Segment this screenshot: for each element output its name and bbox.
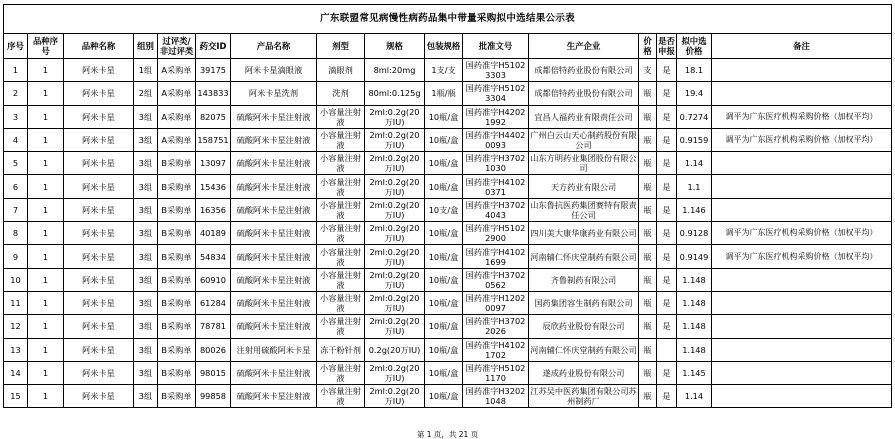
table-cell: 1.14 [677, 385, 712, 408]
table-cell: 硫酸阿米卡星注射液 [231, 268, 317, 291]
table-cell: 阿米卡星 [64, 338, 134, 361]
table-cell: 1 [28, 315, 64, 338]
table-cell: B采购单 [158, 152, 196, 175]
table-cell: 1瓶/瓶 [425, 82, 463, 105]
table-cell: 硫酸阿米卡星注射液 [231, 175, 317, 198]
table-cell: 国药准字H37024043 [463, 198, 529, 221]
table-cell: 瓶 [639, 222, 657, 245]
table-cell: A采购单 [158, 82, 196, 105]
table-cell: 7 [4, 198, 28, 221]
table-cell: 阿米卡星 [64, 152, 134, 175]
table-cell: 3组 [134, 222, 158, 245]
table-cell: 瓶 [639, 175, 657, 198]
table-cell: 0.9128 [677, 222, 712, 245]
table-row [4, 59, 892, 82]
results-table [3, 4, 892, 408]
table-cell: 0.2g(20万IU) [365, 338, 425, 361]
table-cell: 39175 [196, 59, 231, 82]
table-cell: 10瓶/盒 [425, 315, 463, 338]
table-cell: 82075 [196, 105, 231, 128]
table-cell: 小容量注射液 [317, 222, 365, 245]
table-row [4, 385, 892, 408]
table-cell: 硫酸阿米卡星注射液 [231, 315, 317, 338]
table-cell: 广州白云山天心制药股份有限公司 [530, 130, 637, 151]
table-cell: 国药准字H51022900 [463, 222, 529, 245]
header-cell: 药交ID [196, 34, 231, 59]
table-cell: 瓶 [639, 385, 657, 408]
table-cell: 注射用硫酸阿米卡星 [231, 338, 317, 361]
table-cell: 天方药业有限公司 [529, 175, 639, 198]
table-cell: 2ml:0.2g(20万IU) [365, 152, 425, 175]
table-cell: 硫酸阿米卡星注射液 [231, 291, 317, 314]
table-cell: 是 [657, 82, 677, 105]
table-cell: 3组 [134, 152, 158, 175]
page-footer: 第 1 页，共 21 页 [416, 430, 479, 439]
header-cell: 品种序号 [28, 34, 64, 59]
table-cell: 瓶 [639, 338, 657, 361]
table-row [4, 268, 892, 291]
table-cell: 阿米卡星 [64, 222, 134, 245]
table-cell: 是 [657, 175, 677, 198]
table-row [4, 105, 892, 128]
table-cell: 国药准字H37022026 [463, 315, 529, 338]
table-cell: 阿米卡星 [64, 105, 134, 128]
table-cell: 小容量注射液 [317, 385, 365, 408]
table-cell: 5 [4, 152, 28, 175]
table-cell: 80026 [196, 338, 231, 361]
table-row [4, 361, 892, 384]
table-cell [712, 59, 892, 82]
table-cell: 40189 [196, 222, 231, 245]
table-cell [712, 361, 892, 384]
table-cell: B采购单 [158, 245, 196, 268]
table-cell: 3组 [134, 198, 158, 221]
table-cell: 四川美大康华康药业有限公司 [529, 222, 639, 245]
table-cell [712, 152, 892, 175]
table-cell [712, 385, 892, 408]
table-cell: 2ml:0.2g(20万IU) [365, 291, 425, 314]
table-cell: 16356 [196, 198, 231, 221]
table-cell: 13 [4, 338, 28, 361]
table-cell: 12 [4, 315, 28, 338]
table-cell: 1 [28, 245, 64, 268]
table-cell: 阿米卡星 [64, 361, 134, 384]
table-row [4, 222, 892, 245]
table-cell: 3组 [134, 315, 158, 338]
table-cell: 国药准字H41021699 [463, 245, 529, 268]
table-cell: 是 [657, 315, 677, 338]
table-row [4, 175, 892, 198]
table-cell: 国药准字H51023304 [463, 82, 529, 105]
table-cell: 瓶 [639, 152, 657, 175]
table-cell: 13097 [196, 152, 231, 175]
table-cell: 60910 [196, 268, 231, 291]
table-cell: 10瓶/盒 [425, 338, 463, 361]
table-cell: 小容量注射液 [317, 291, 365, 314]
table-cell: 10瓶/盒 [425, 268, 463, 291]
table-cell: 3组 [134, 268, 158, 291]
table-cell: 10瓶/盒 [425, 245, 463, 268]
table-cell: 小容量注射液 [317, 105, 365, 128]
table-cell: 1.14 [677, 152, 712, 175]
table-cell: 调平为广东医疗机构采购价格（加权平均） [712, 222, 892, 245]
table-cell: 小容量注射液 [317, 315, 365, 338]
table-cell: 61284 [196, 291, 231, 314]
table-cell: 0.9149 [677, 245, 712, 268]
table-cell: 遂成药业股份有限公司 [529, 361, 639, 384]
header-cell: 拟中选价格 [677, 34, 712, 59]
table-cell: 10瓶/盒 [425, 128, 463, 151]
table-cell: 3组 [134, 361, 158, 384]
table-cell: 78781 [196, 315, 231, 338]
table-cell: 1 [28, 222, 64, 245]
header-cell: 组别 [134, 34, 158, 59]
table-cell: 宜昌人福药业有限责任公司 [529, 105, 639, 128]
table-cell: 10瓶/盒 [425, 175, 463, 198]
table-row [4, 291, 892, 314]
table-cell: 15436 [196, 175, 231, 198]
table-cell: 调平为广东医疗机构采购价格（加权平均） [712, 105, 892, 128]
table-cell: 143833 [196, 82, 231, 105]
table-cell: 国药准字H32021048 [463, 385, 529, 408]
table-cell: 2ml:0.2g(20万IU) [365, 128, 425, 151]
table-cell: 10瓶/盒 [425, 361, 463, 384]
table-cell: 3组 [134, 338, 158, 361]
table-cell [712, 315, 892, 338]
table-cell: 小容量注射液 [317, 268, 365, 291]
table-cell: 8ml:20mg [365, 59, 425, 82]
table-cell: 1 [28, 361, 64, 384]
table-cell: 硫酸阿米卡星注射液 [231, 105, 317, 128]
table-cell: 1 [28, 152, 64, 175]
table-cell: 0.9159 [677, 128, 712, 151]
table-cell: 1 [28, 291, 64, 314]
table-cell: B采购单 [158, 385, 196, 408]
table-cell: 6 [4, 175, 28, 198]
table-cell: 11 [4, 291, 28, 314]
table-cell: 阿米卡星 [64, 291, 134, 314]
table-cell: 1.148 [677, 315, 712, 338]
table-cell: 10瓶/盒 [425, 385, 463, 408]
table-cell: 10瓶/盒 [425, 105, 463, 128]
table-cell: 硫酸阿米卡星注射液 [231, 245, 317, 268]
table-cell [712, 175, 892, 198]
header-cell: 生产企业 [529, 34, 639, 59]
table-cell: 19.4 [677, 82, 712, 105]
table-cell: 9 [4, 245, 28, 268]
table-cell: 国药准字H51021170 [463, 361, 529, 384]
table-cell: 1.148 [677, 338, 712, 361]
table-cell: 1.1 [677, 175, 712, 198]
table-cell: 2ml:0.2g(20万IU) [365, 385, 425, 408]
table-cell: 国药准字H41020371 [463, 175, 529, 198]
table-cell: 阿米卡星滴眼液 [231, 59, 317, 82]
table-cell: 10瓶/盒 [425, 222, 463, 245]
table-cell: 硫酸阿米卡星注射液 [231, 152, 317, 175]
table-cell: 阿米卡星 [64, 59, 134, 82]
table-cell: 瓶 [639, 361, 657, 384]
table-cell: 3组 [134, 128, 158, 151]
table-cell: 阿米卡星洗剂 [231, 82, 317, 105]
table-cell: 2组 [134, 82, 158, 105]
table-cell: 江苏吴中医药集团有限公司苏州制药厂 [530, 386, 637, 407]
table-cell: 1 [28, 175, 64, 198]
header-row [4, 34, 892, 59]
table-cell: 阿米卡星 [64, 175, 134, 198]
table-cell: B采购单 [158, 315, 196, 338]
table-cell: 是 [657, 128, 677, 151]
table-cell: 是 [657, 59, 677, 82]
table-cell: 是 [657, 105, 677, 128]
table-cell: 4 [4, 128, 28, 151]
table-cell: B采购单 [158, 222, 196, 245]
table-cell: 瓶 [639, 245, 657, 268]
table-row [4, 338, 892, 361]
table-cell: 14 [4, 361, 28, 384]
table-cell: 1 [4, 59, 28, 82]
table-cell: 山东方明药业集团股份有限公司 [530, 153, 637, 174]
table-cell: 1.148 [677, 268, 712, 291]
table-cell: B采购单 [158, 291, 196, 314]
table-cell: 1 [28, 268, 64, 291]
table-row [4, 152, 892, 175]
table-cell: 小容量注射液 [317, 198, 365, 221]
table-cell: 滴眼剂 [317, 59, 365, 82]
table-cell: 54834 [196, 245, 231, 268]
table-cell: 10瓶/盒 [425, 152, 463, 175]
header-cell: 剂型 [317, 34, 365, 59]
table-cell: 山东鲁抗医药集团赛特有限责任公司 [530, 199, 637, 220]
table-cell: B采购单 [158, 338, 196, 361]
header-cell: 是否申报 [657, 34, 677, 59]
table-cell: 98015 [196, 361, 231, 384]
table-cell: B采购单 [158, 175, 196, 198]
header-cell: 价格 [639, 34, 657, 59]
header-cell: 品种名称 [64, 34, 134, 59]
table-cell: 是 [657, 245, 677, 268]
table-cell: 国药准字H42021992 [463, 105, 529, 128]
table-cell: 阿米卡星 [64, 128, 134, 151]
header-cell: 产品名称 [231, 34, 317, 59]
table-cell: 国药准字H44020093 [463, 128, 529, 151]
table-cell: 国药准字H12020097 [463, 291, 529, 314]
table-cell: B采购单 [158, 361, 196, 384]
table-cell: 是 [657, 291, 677, 314]
table-cell: 是 [657, 222, 677, 245]
table-cell: 3组 [134, 175, 158, 198]
table-cell: 10瓶/盒 [425, 291, 463, 314]
table-cell: 辰欣药业股份有限公司 [529, 315, 639, 338]
table-cell: 10 [4, 268, 28, 291]
table-cell: 2ml:0.2g(20万IU) [365, 315, 425, 338]
table-cell: 2ml:0.2g(20万IU) [365, 105, 425, 128]
table-cell: 1.146 [677, 198, 712, 221]
table-cell: 冻干粉针剂 [317, 338, 365, 361]
table-cell: 国药准字H41021702 [463, 338, 529, 361]
table-cell: 瓶 [639, 291, 657, 314]
table-cell: 3组 [134, 291, 158, 314]
table-cell [712, 82, 892, 105]
table-row [4, 128, 892, 151]
table-cell [712, 291, 892, 314]
table-row [4, 82, 892, 105]
table-cell: 15 [4, 385, 28, 408]
table-cell: 158751 [196, 128, 231, 151]
table-cell: 硫酸阿米卡星注射液 [231, 198, 317, 221]
table-cell: 1 [28, 198, 64, 221]
table-cell: 硫酸阿米卡星注射液 [231, 361, 317, 384]
table-cell: 瓶 [639, 198, 657, 221]
table-cell: 瓶 [639, 315, 657, 338]
table-cell: 8 [4, 222, 28, 245]
table-cell: 1 [28, 128, 64, 151]
table-cell: 1 [28, 82, 64, 105]
table-cell: 调平为广东医疗机构采购价格（加权平均） [712, 245, 892, 268]
table-cell: 3 [4, 105, 28, 128]
table-cell: 硫酸阿米卡星注射液 [231, 385, 317, 408]
table-cell: 1 [28, 338, 64, 361]
table-cell: A采购单 [158, 105, 196, 128]
table-cell: 18.1 [677, 59, 712, 82]
table-cell: 河南辅仁怀庆堂制药有限公司 [529, 245, 639, 268]
table-cell: 3组 [134, 385, 158, 408]
table-cell: 10支/盒 [425, 198, 463, 221]
document-sheet [3, 4, 891, 408]
table-cell: 小容量注射液 [317, 245, 365, 268]
table-cell: 1支/支 [425, 59, 463, 82]
table-cell [712, 338, 892, 361]
header-cell: 过评类/非过评类 [158, 34, 196, 59]
table-cell: 国药准字H51023303 [463, 59, 529, 82]
table-cell: 阿米卡星 [64, 82, 134, 105]
table-cell: 小容量注射液 [317, 152, 365, 175]
table-cell: 是 [657, 385, 677, 408]
table-cell: 成都倍特药业股份有限公司 [529, 59, 639, 82]
header-cell: 包装规格 [425, 34, 463, 59]
table-cell [657, 338, 677, 361]
header-cell: 序号 [4, 34, 28, 59]
table-cell: 80ml:0.125g [365, 82, 425, 105]
table-cell: 阿米卡星 [64, 198, 134, 221]
table-cell: 小容量注射液 [317, 128, 365, 151]
table-cell: 瓶 [639, 128, 657, 151]
header-cell: 规格 [365, 34, 425, 59]
table-cell: 3组 [134, 245, 158, 268]
header-cell: 批准文号 [463, 34, 529, 59]
table-cell: 洗剂 [317, 82, 365, 105]
table-cell: 阿米卡星 [64, 268, 134, 291]
table-cell: 瓶 [639, 105, 657, 128]
table-title: 广东联盟常见病慢性病药品集中带量采购拟中选结果公示表 [4, 5, 892, 34]
table-cell: 1.148 [677, 291, 712, 314]
table-cell: 3组 [134, 105, 158, 128]
table-cell: 是 [657, 268, 677, 291]
table-cell: 阿米卡星 [64, 385, 134, 408]
table-cell: 小容量注射液 [317, 361, 365, 384]
table-cell: 1.145 [677, 361, 712, 384]
table-cell: 调平为广东医疗机构采购价格（加权平均） [712, 128, 892, 151]
table-cell: 国药准字H37021030 [463, 152, 529, 175]
table-cell: 是 [657, 198, 677, 221]
table-cell: A采购单 [158, 59, 196, 82]
table-cell: 2ml:0.2g(20万IU) [365, 268, 425, 291]
header-cell: 备注 [712, 34, 892, 59]
table-cell: 国药集团容生制药有限公司 [529, 291, 639, 314]
table-cell: 1 [28, 105, 64, 128]
table-cell: 99858 [196, 385, 231, 408]
table-cell [712, 268, 892, 291]
table-cell: 齐鲁制药有限公司 [529, 268, 639, 291]
table-cell: B采购单 [158, 268, 196, 291]
table-cell [712, 198, 892, 221]
table-row [4, 245, 892, 268]
table-cell: 河南辅仁怀庆堂制药有限公司 [529, 338, 639, 361]
table-cell: 国药准字H37020562 [463, 268, 529, 291]
table-cell: 是 [657, 152, 677, 175]
table-cell: 硫酸阿米卡星注射液 [231, 128, 317, 151]
table-cell: 1组 [134, 59, 158, 82]
table-cell: 0.7274 [677, 105, 712, 128]
table-cell: 小容量注射液 [317, 175, 365, 198]
table-cell: A采购单 [158, 128, 196, 151]
table-cell: 2ml:0.2g(20万IU) [365, 222, 425, 245]
table-cell: 瓶 [639, 268, 657, 291]
table-cell: 2ml:0.2g(20万IU) [365, 245, 425, 268]
table-cell: 瓶 [639, 82, 657, 105]
table-cell: 是 [657, 361, 677, 384]
table-cell: 1 [28, 59, 64, 82]
table-cell: 支 [639, 59, 657, 82]
table-cell: 硫酸阿米卡星注射液 [231, 222, 317, 245]
table-cell: 阿米卡星 [64, 245, 134, 268]
table-row [4, 198, 892, 221]
table-cell: 成都倍特药业股份有限公司 [529, 82, 639, 105]
table-cell: B采购单 [158, 198, 196, 221]
table-cell: 阿米卡星 [64, 315, 134, 338]
table-cell: 2 [4, 82, 28, 105]
table-cell: 2ml:0.2g(20万IU) [365, 198, 425, 221]
table-cell: 2ml:0.2g(20万IU) [365, 361, 425, 384]
table-cell: 1 [28, 385, 64, 408]
table-cell: 2ml:0.2g(20万IU) [365, 175, 425, 198]
table-row [4, 315, 892, 338]
